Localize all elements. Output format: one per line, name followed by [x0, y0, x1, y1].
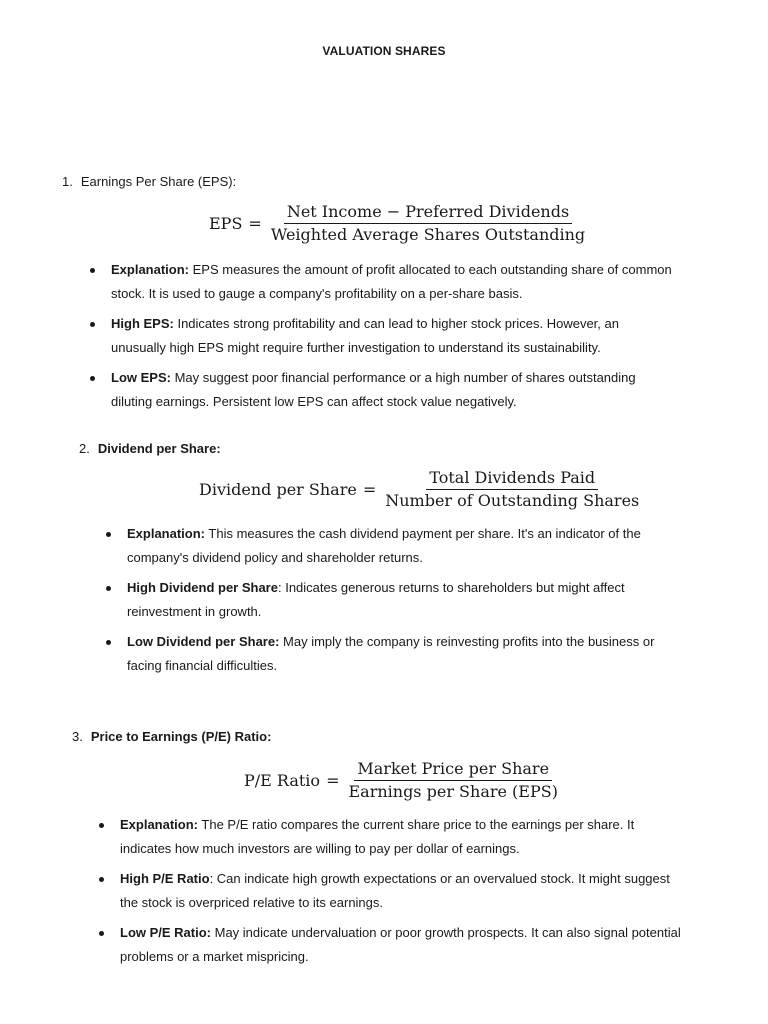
- bullet-list: [127, 522, 692, 684]
- bullet-dot-icon: [90, 322, 95, 327]
- bullet-term: Explanation:: [127, 526, 206, 541]
- eps-formula: [209, 203, 588, 244]
- bullet-term: High Dividend per Share: [127, 580, 278, 595]
- bullet-text: : Can indicate high growth expectations or an overvalued stock. It might suggest the stock is overpriced relative to its earnings.: [120, 871, 670, 910]
- formula-numerator: Total Dividends Paid: [426, 469, 598, 490]
- formula-numerator: Market Price per Share: [354, 760, 552, 781]
- list-item: [120, 921, 685, 969]
- bullet-dot-icon: [99, 877, 104, 882]
- bullet-term: Low Dividend per Share:: [127, 634, 280, 649]
- bullet-text: : Indicates generous returns to shareholders but might affect reinvestment in growth.: [127, 580, 625, 619]
- bullet-dot-icon: [106, 532, 111, 537]
- bullet-list: [111, 258, 676, 420]
- pe-formula: [244, 760, 561, 801]
- bullet-dot-icon: [90, 376, 95, 381]
- bullet-text: May suggest poor financial performance or a high number of shares outstanding diluting earnings. Persistent low EPS can affect stock value negatively.: [111, 370, 636, 409]
- bullet-text: May indicate undervaluation or poor growth prospects. It can also signal potential problems or a market mispricing.: [120, 925, 681, 964]
- formula-fraction: [268, 203, 588, 244]
- formula-denominator: Number of Outstanding Shares: [385, 491, 640, 510]
- bullet-term: Explanation:: [111, 262, 190, 277]
- bullet-dot-icon: [99, 823, 104, 828]
- dividend-formula: [199, 469, 642, 510]
- document-title: VALUATION SHARES: [322, 44, 446, 58]
- list-item: [111, 312, 676, 360]
- formula-denominator: Weighted Average Shares Outstanding: [270, 225, 586, 244]
- bullet-dot-icon: [99, 931, 104, 936]
- formula-equals: =: [326, 771, 340, 790]
- bullet-text: This measures the cash dividend payment per share. It's an indicator of the company's dividend policy and shareholder returns.: [127, 526, 641, 565]
- formula-fraction: [382, 469, 642, 510]
- list-item: [127, 630, 692, 678]
- bullet-dot-icon: [106, 640, 111, 645]
- section-number: 3.: [72, 729, 83, 744]
- formula-lhs: Dividend per Share: [199, 480, 357, 499]
- bullet-term: Low P/E Ratio:: [120, 925, 211, 940]
- bullet-dot-icon: [90, 268, 95, 273]
- bullet-text: The P/E ratio compares the current share price to the earnings per share. It indicates how much investors are willing to pay per dollar of earnings.: [120, 817, 635, 856]
- formula-denominator: Earnings per Share (EPS): [348, 782, 558, 801]
- bullet-text: Indicates strong profitability and can lead to higher stock prices. However, an unusually high EPS might require further investigation to understand its sustainability.: [111, 316, 619, 355]
- bullet-text: EPS measures the amount of profit allocated to each outstanding share of common stock. It is used to gauge a company's profitability on a per-share basis.: [111, 262, 672, 301]
- bullet-term: Explanation:: [120, 817, 199, 832]
- formula-fraction: [345, 760, 560, 801]
- formula-numerator: Net Income − Preferred Dividends: [284, 203, 572, 224]
- formula-equals: =: [248, 214, 262, 233]
- bullet-list: [120, 813, 685, 975]
- formula-equals: =: [362, 480, 377, 499]
- bullet-term: High P/E Ratio: [120, 871, 210, 886]
- section-heading-text: Price to Earnings (P/E) Ratio:: [90, 729, 272, 744]
- list-item: [120, 813, 685, 861]
- section-heading-text: Dividend per Share:: [97, 441, 221, 456]
- bullet-text: May imply the company is reinvesting profits into the business or facing financial difficulties.: [127, 634, 655, 673]
- list-item: [120, 867, 685, 915]
- bullet-term: High EPS:: [111, 316, 174, 331]
- bullet-term: Low EPS:: [111, 370, 171, 385]
- section-heading: [79, 441, 221, 456]
- list-item: [127, 522, 692, 570]
- formula-lhs: EPS: [209, 214, 243, 233]
- section-heading-text: Earnings Per Share (EPS):: [80, 174, 237, 189]
- bullet-dot-icon: [106, 586, 111, 591]
- section-number: 2.: [79, 441, 90, 456]
- section-heading: [62, 174, 236, 189]
- list-item: [127, 576, 692, 624]
- list-item: [111, 366, 676, 414]
- list-item: [111, 258, 676, 306]
- section-heading: [72, 729, 271, 744]
- formula-lhs: P/E Ratio: [244, 771, 321, 790]
- section-number: 1.: [62, 174, 73, 189]
